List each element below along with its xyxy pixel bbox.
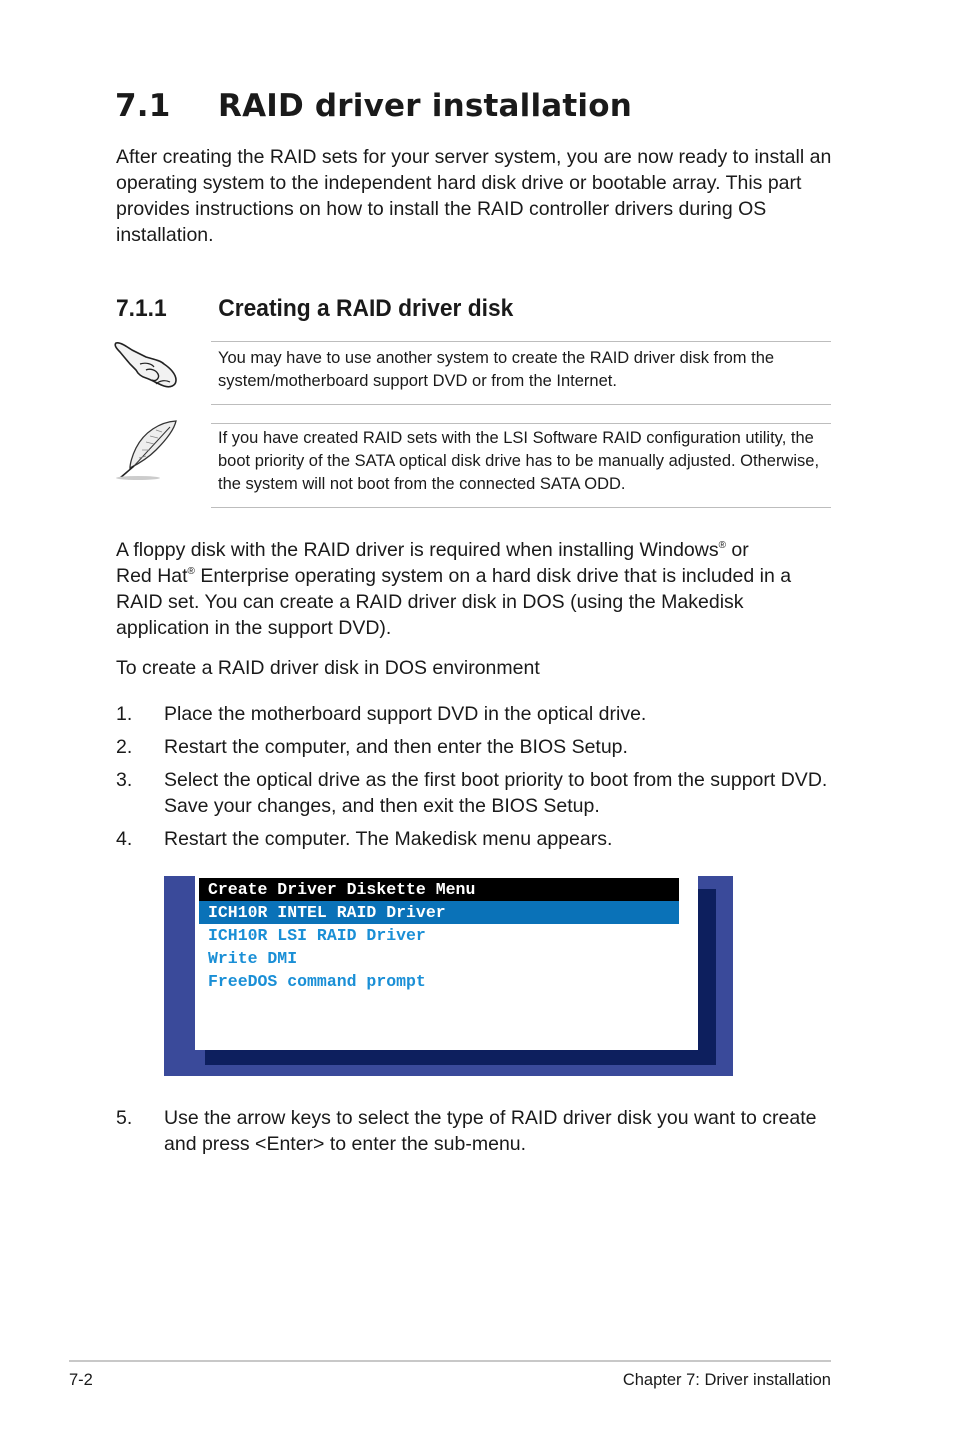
registered-mark: ®	[187, 565, 195, 577]
page-number: 7-2	[69, 1371, 93, 1389]
floppy-text-1: A floppy disk with the RAID driver is required when installing Windows	[116, 539, 719, 561]
floppy-text-4: Enterprise operating system on a hard disk drive that is included in a RAID set. You can create a RAID driver disk in DOS (using the Makedisk application in the support DVD).	[116, 565, 792, 639]
footer-divider	[69, 1360, 831, 1362]
menu-item-selected[interactable]: ICH10R INTEL RAID Driver	[199, 901, 679, 924]
subsection-title: Creating a RAID driver disk	[218, 295, 514, 322]
step-text: Place the motherboard support DVD in the optical drive.	[164, 703, 647, 725]
step-text: Select the optical drive as the first boot priority to boot from the support DVD. Save your changes, and then exit the BIOS Setup.	[164, 769, 828, 817]
registered-mark: ®	[718, 539, 726, 551]
step-number: 5.	[116, 1107, 133, 1129]
hand-pointing-icon	[112, 340, 180, 390]
section-number: 7.1	[115, 88, 171, 124]
note-box-quill: If you have created RAID sets with the LSI Software RAID configuration utility, the boot priority of the SATA optical disk drive has to be manually adjusted. Otherwise, the system will not boot from the connected SATA ODD.	[211, 423, 831, 508]
chapter-label: Chapter 7: Driver installation	[622, 1371, 831, 1389]
floppy-text-2: or	[725, 539, 749, 561]
menu-item[interactable]: ICH10R LSI RAID Driver	[208, 926, 426, 945]
step-text: Restart the computer. The Makedisk menu appears.	[164, 828, 613, 850]
step-text: Use the arrow keys to select the type of RAID driver disk you want to create and press <Enter> to enter the sub-menu.	[164, 1107, 817, 1155]
quill-pen-icon	[112, 418, 182, 482]
note-box-hand: You may have to use another system to create the RAID driver disk from the system/motherboard support DVD or from the Internet.	[211, 341, 831, 405]
step-number: 2.	[116, 736, 133, 758]
subsection-heading	[116, 295, 513, 323]
section-title: RAID driver installation	[218, 88, 633, 124]
step-number: 4.	[116, 828, 133, 850]
menu-item[interactable]: Write DMI	[208, 949, 298, 968]
step-number: 1.	[116, 703, 133, 725]
step-number: 3.	[116, 769, 133, 791]
floppy-paragraph	[116, 537, 816, 641]
intro-paragraph: After creating the RAID sets for your server system, you are now ready to install an operating system to the independent hard disk drive or bootable array. This part provides instructions on how to install the RAID controller drivers during OS installation.	[116, 146, 832, 246]
dos-intro: To create a RAID driver disk in DOS environment	[116, 657, 540, 679]
menu-title: Create Driver Diskette Menu	[199, 878, 679, 901]
floppy-text-3: Red Hat	[116, 565, 188, 587]
subsection-number: 7.1.1	[116, 295, 167, 322]
section-heading	[115, 88, 632, 124]
menu-item[interactable]: FreeDOS command prompt	[208, 972, 426, 991]
step-text: Restart the computer, and then enter the BIOS Setup.	[164, 736, 628, 758]
